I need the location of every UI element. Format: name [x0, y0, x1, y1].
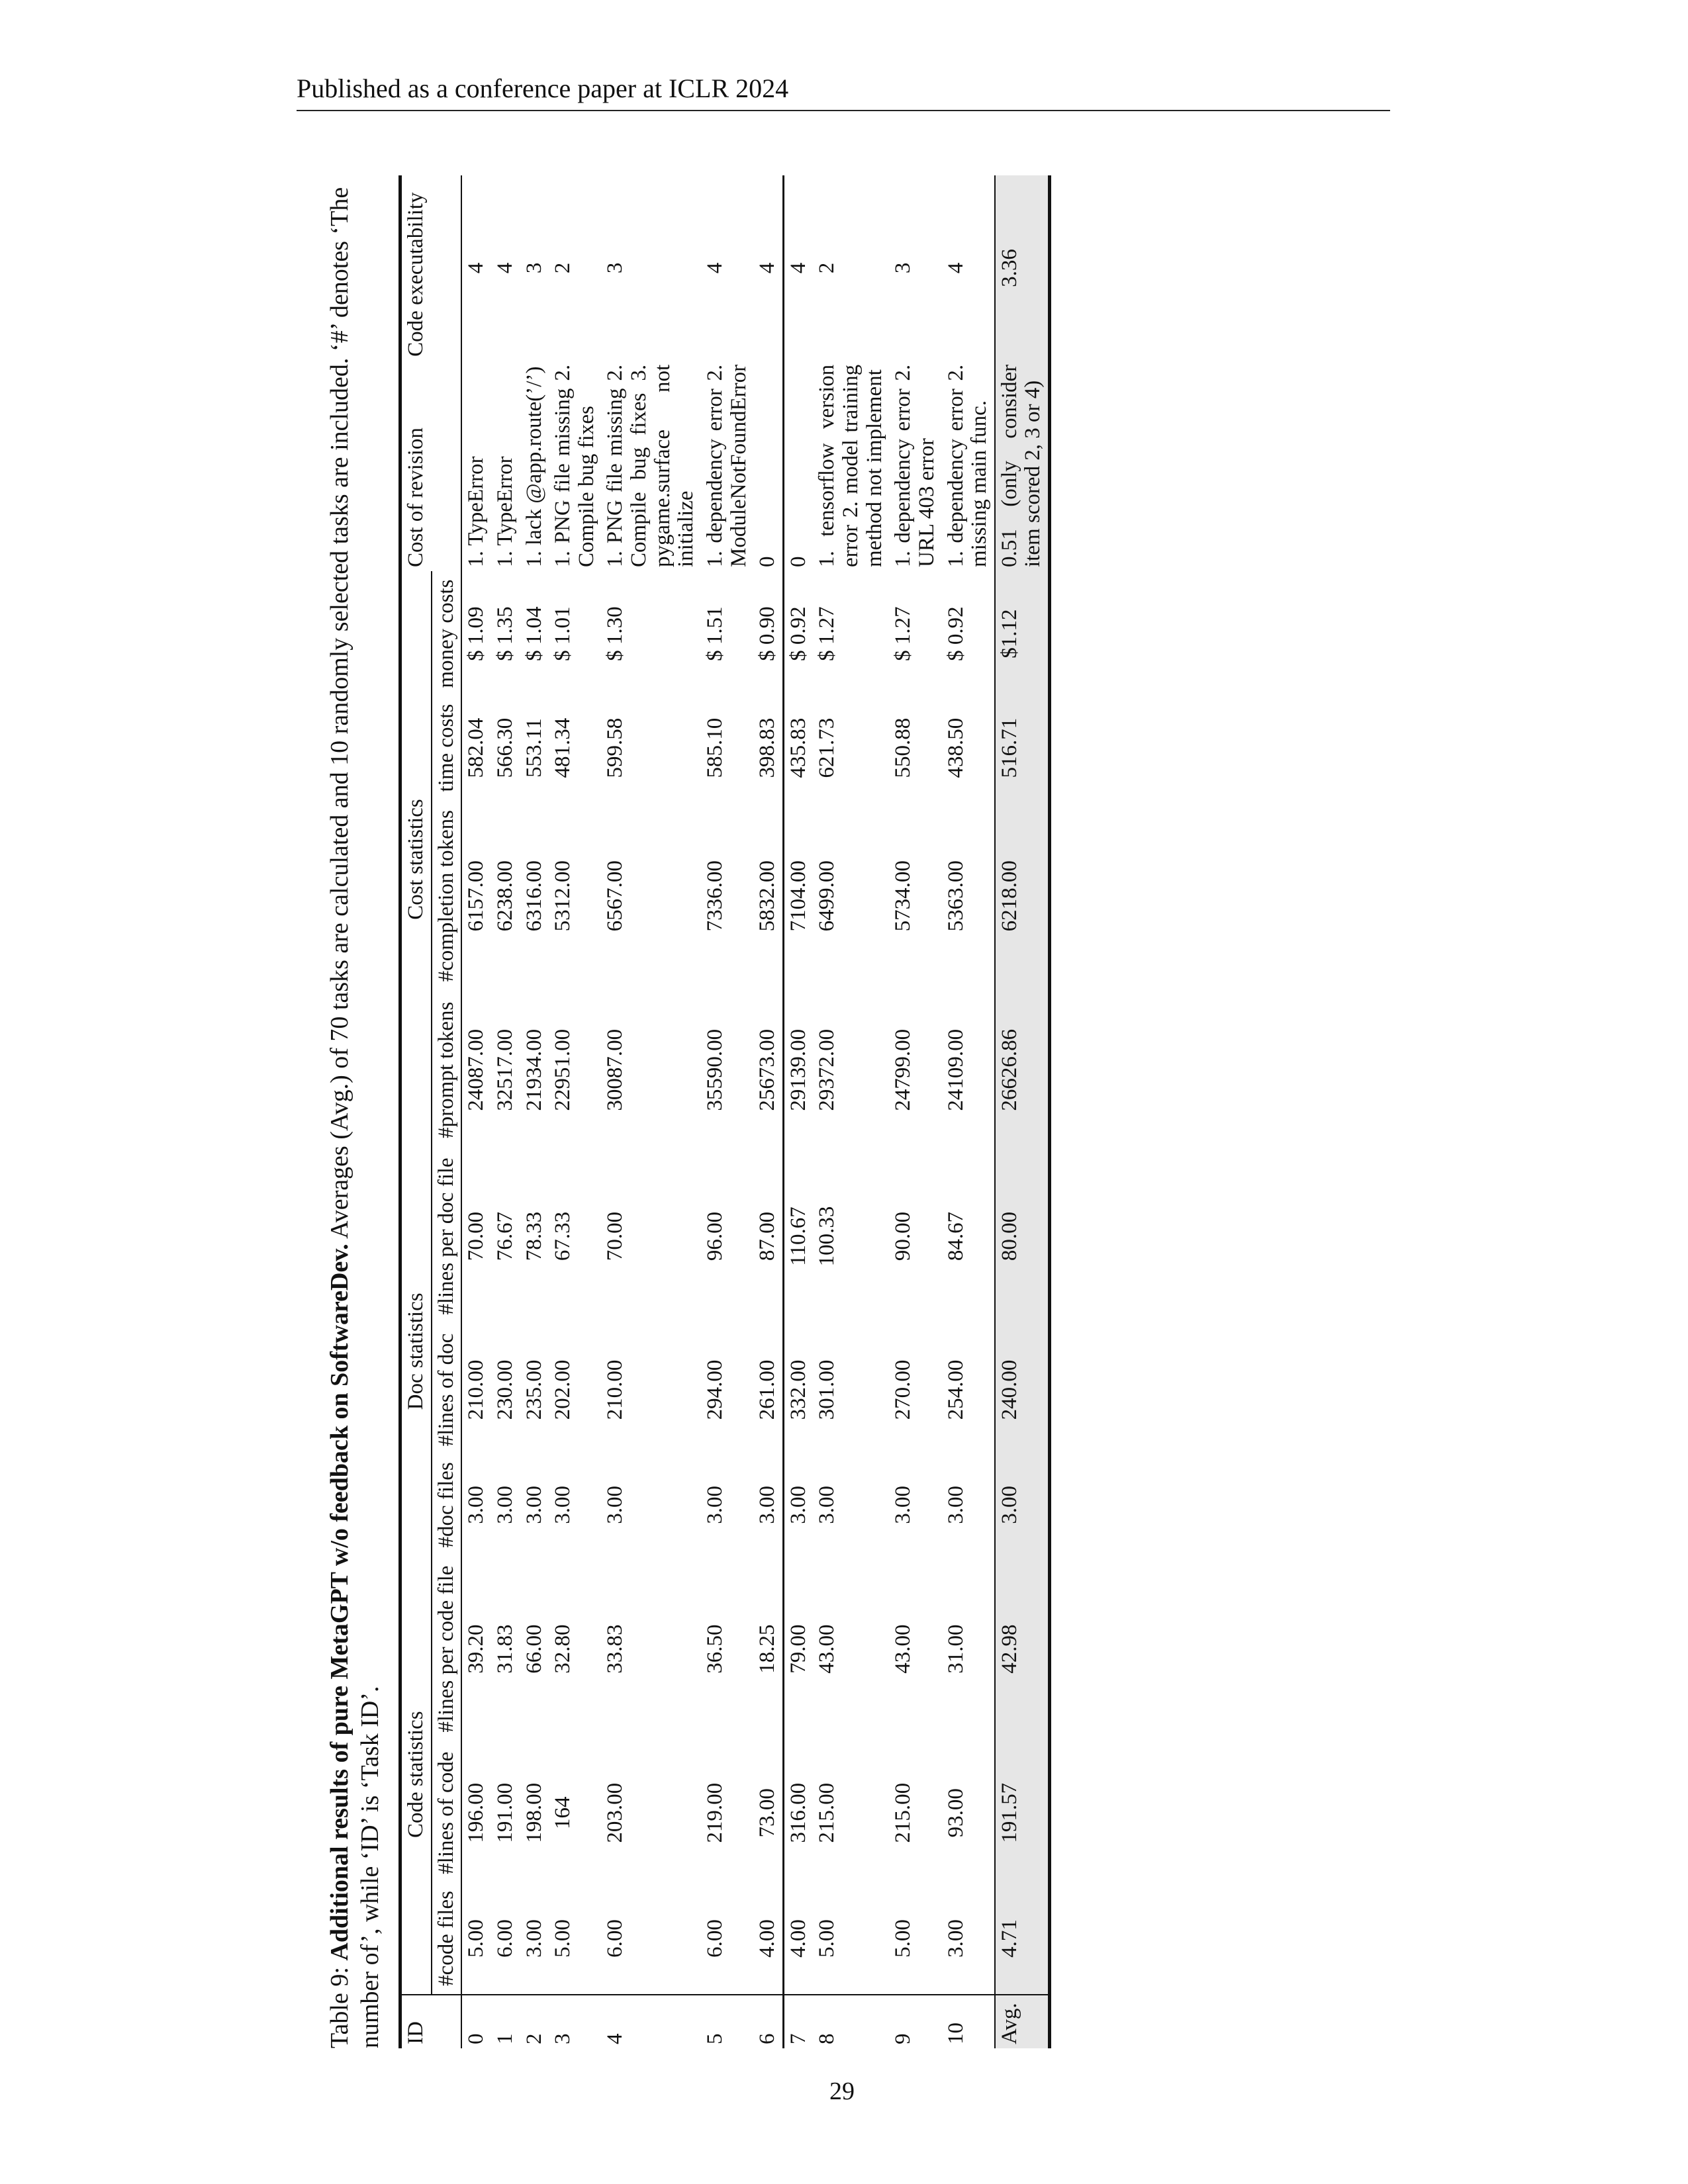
value-cell: 582.04 — [464, 717, 489, 778]
value-cell: 3.00 — [815, 1486, 839, 1524]
value-cell: $ 1.35 — [492, 606, 517, 661]
value-cell: 6.00 — [492, 1919, 517, 1958]
revision-cell: 1. dependency error 2. URL 403 error — [891, 364, 939, 567]
task-id-cell: 1 — [491, 1995, 520, 2048]
task-id-cell: 8 — [813, 1995, 889, 2048]
value-cell: 301.00 — [815, 1359, 839, 1420]
revision-cell: 0.51 (only consider item scored 2, 3 or 4) — [995, 361, 1050, 571]
caption-bold: Additional results of pure MetaGPT w/o feedback on SoftwareDev. — [326, 1244, 353, 1961]
value-cell: 553.11 — [522, 718, 546, 778]
caption-rest: Averages (Avg.) of 70 tasks are calculated and 10 randomly selected tasks are included. ‘#’ denotes ‘The number of’, while ‘ID’ is ‘Task ID’. — [326, 187, 385, 2048]
executability-cell: 4 — [702, 262, 727, 274]
table-row — [783, 175, 813, 2048]
value-cell: 70.00 — [464, 1211, 489, 1261]
value-cell: 3.00 — [783, 1455, 813, 1555]
value-cell: 18.25 — [755, 1624, 780, 1674]
value-cell: 67.33 — [551, 1211, 575, 1261]
value-cell: 39.20 — [464, 1624, 489, 1674]
value-cell: $ 1.27 — [815, 606, 839, 661]
value-cell: 24087.00 — [464, 1028, 489, 1111]
value-cell: $ 0.92 — [943, 606, 968, 661]
value-cell: 196.00 — [464, 1782, 489, 1843]
value-cell: 3.00 — [603, 1486, 628, 1524]
revision-cell: 0 — [783, 361, 813, 571]
results-table — [399, 175, 1051, 2048]
table-body — [461, 175, 1049, 2048]
value-cell: 31.00 — [943, 1624, 968, 1674]
value-cell: 191.57 — [995, 1743, 1050, 1883]
value-cell: 198.00 — [522, 1782, 546, 1843]
value-cell: $ 1.30 — [603, 606, 628, 661]
col-executability-sub — [432, 175, 462, 361]
task-id-cell: 10 — [942, 1995, 995, 2048]
executability-cell: 4 — [464, 262, 489, 274]
value-cell: 3.00 — [943, 1486, 968, 1524]
value-cell: 621.73 — [815, 717, 839, 778]
table-row — [549, 175, 601, 2048]
col-doc-files: #doc files — [432, 1455, 462, 1555]
value-cell: 3.00 — [522, 1486, 546, 1524]
value-cell: 3.00 — [943, 1919, 968, 1958]
executability-cell: 4 — [755, 262, 780, 274]
value-cell: $ 0.90 — [755, 606, 780, 661]
revision-cell: 1. dependency error 2. ModuleNotFoundError — [702, 364, 751, 567]
value-cell: 599.58 — [603, 717, 628, 778]
executability-cell: 3 — [603, 262, 628, 274]
value-cell: 398.83 — [755, 717, 780, 778]
value-cell: 43.00 — [815, 1624, 839, 1674]
col-lines-code: #lines of code — [432, 1743, 462, 1883]
header-text: Published as a conference paper at ICLR 2024 — [297, 73, 789, 103]
value-cell: 585.10 — [702, 717, 727, 778]
value-cell: 76.67 — [492, 1211, 517, 1261]
rotated-table-block — [324, 175, 1383, 2048]
table-row — [461, 175, 491, 2048]
value-cell: 5.00 — [551, 1919, 575, 1958]
executability-cell: 4 — [943, 262, 968, 274]
value-cell: 66.00 — [522, 1624, 546, 1674]
executability-cell: 2 — [551, 262, 575, 274]
table-caption — [324, 175, 386, 2048]
value-cell: 96.00 — [702, 1211, 727, 1261]
revision-cell: 1. lack @app.route(’/’) — [522, 366, 546, 567]
value-cell: 29372.00 — [815, 1028, 839, 1111]
value-cell: 230.00 — [492, 1359, 517, 1420]
value-cell: 210.00 — [603, 1359, 628, 1420]
table-row — [601, 175, 701, 2048]
value-cell: 3.00 — [551, 1486, 575, 1524]
task-id-cell: 3 — [549, 1995, 601, 2048]
value-cell: 3.00 — [464, 1486, 489, 1524]
column-header-row — [432, 175, 462, 2048]
page-number: 29 — [829, 2077, 855, 2105]
value-cell: 164 — [551, 1796, 575, 1830]
value-cell: 191.00 — [492, 1782, 517, 1843]
value-cell: 35590.00 — [702, 1028, 727, 1111]
value-cell: 215.00 — [815, 1782, 839, 1843]
caption-label: Table 9: — [326, 1960, 353, 2048]
value-cell: 294.00 — [702, 1359, 727, 1420]
table-row — [942, 175, 995, 2048]
value-cell: $ 1.01 — [551, 606, 575, 661]
value-cell: 84.67 — [943, 1211, 968, 1261]
value-cell: 5734.00 — [891, 860, 915, 932]
task-id-cell: 2 — [520, 1995, 549, 2048]
value-cell: 316.00 — [783, 1743, 813, 1883]
value-cell: $ 1.04 — [522, 606, 546, 661]
value-cell: 3.00 — [995, 1455, 1050, 1555]
value-cell: 6567.00 — [603, 860, 628, 932]
value-cell: 21934.00 — [522, 1028, 546, 1111]
id-subheader — [432, 1995, 462, 2048]
value-cell: 32.80 — [551, 1624, 575, 1674]
col-lines-per-doc: #lines per doc file — [432, 1148, 462, 1325]
col-lines-per-code: #lines per code file — [432, 1555, 462, 1743]
value-cell: 7104.00 — [783, 799, 813, 993]
value-cell: 5312.00 — [551, 860, 575, 932]
col-lines-doc: #lines of doc — [432, 1325, 462, 1455]
value-cell: 215.00 — [891, 1782, 915, 1843]
value-cell: $ 1.51 — [702, 606, 727, 661]
value-cell: 6157.00 — [464, 860, 489, 932]
value-cell: 80.00 — [995, 1148, 1050, 1325]
value-cell: 31.83 — [492, 1624, 517, 1674]
table-row — [753, 175, 783, 2048]
table-row — [813, 175, 889, 2048]
value-cell: 550.88 — [891, 717, 915, 778]
col-prompt-tokens: #prompt tokens — [432, 993, 462, 1148]
revision-cell: 1. TypeError — [492, 456, 517, 567]
value-cell: 29139.00 — [783, 993, 813, 1148]
value-cell: 210.00 — [464, 1359, 489, 1420]
executability-cell: 4 — [783, 175, 813, 361]
value-cell: $1.12 — [995, 571, 1050, 696]
value-cell: 202.00 — [551, 1359, 575, 1420]
value-cell: 240.00 — [995, 1325, 1050, 1455]
group-cost: Cost statistics — [400, 571, 432, 1148]
value-cell: 30087.00 — [603, 1028, 628, 1111]
average-row — [995, 175, 1050, 2048]
table-row — [701, 175, 753, 2048]
col-money-costs: money costs — [432, 571, 462, 696]
revision-cell: 1. TypeError — [464, 456, 489, 567]
value-cell: 110.67 — [783, 1148, 813, 1325]
executability-cell: 4 — [492, 262, 517, 274]
value-cell: 5.00 — [464, 1919, 489, 1958]
value-cell: 3.00 — [522, 1919, 546, 1958]
value-cell: 73.00 — [755, 1788, 780, 1838]
task-id-cell: 5 — [701, 1995, 753, 2048]
group-code: Code statistics — [400, 1555, 432, 1995]
value-cell: 5832.00 — [755, 860, 780, 932]
group-doc: Doc statistics — [400, 1148, 432, 1555]
revision-cell: 1. dependency error 2. missing main func. — [943, 364, 992, 567]
revision-cell: 0 — [755, 556, 780, 567]
value-cell: 90.00 — [891, 1211, 915, 1261]
value-cell: 332.00 — [783, 1325, 813, 1455]
group-header-row — [400, 175, 432, 2048]
task-id-cell: 7 — [783, 1995, 813, 2048]
value-cell: 79.00 — [783, 1555, 813, 1743]
id-header: ID — [400, 1995, 432, 2048]
value-cell: 3.00 — [891, 1486, 915, 1524]
value-cell: 24109.00 — [943, 1028, 968, 1111]
value-cell: 25673.00 — [755, 1028, 780, 1111]
value-cell: 438.50 — [943, 717, 968, 778]
value-cell: 87.00 — [755, 1211, 780, 1261]
value-cell: $ 1.27 — [891, 606, 915, 661]
value-cell: $ 0.92 — [783, 571, 813, 696]
value-cell: 516.71 — [995, 696, 1050, 799]
col-code-files: #code files — [432, 1883, 462, 1995]
value-cell: $ 1.09 — [464, 606, 489, 661]
col-revision: Cost of revision — [400, 361, 432, 571]
col-executability: Code executability — [400, 175, 432, 361]
value-cell: 3.00 — [702, 1486, 727, 1524]
value-cell: 4.00 — [783, 1883, 813, 1995]
value-cell: 4.71 — [995, 1883, 1050, 1995]
value-cell: 7336.00 — [702, 860, 727, 932]
task-id-cell: Avg. — [995, 1995, 1050, 2048]
executability-cell: 3 — [891, 262, 915, 274]
value-cell: 36.50 — [702, 1624, 727, 1674]
value-cell: 6316.00 — [522, 860, 546, 932]
value-cell: 566.30 — [492, 717, 517, 778]
value-cell: 6.00 — [702, 1919, 727, 1958]
value-cell: 43.00 — [891, 1624, 915, 1674]
value-cell: 203.00 — [603, 1782, 628, 1843]
value-cell: 6218.00 — [995, 799, 1050, 993]
table-row — [889, 175, 941, 2048]
task-id-cell: 9 — [889, 1995, 941, 2048]
value-cell: 5363.00 — [943, 860, 968, 932]
value-cell: 270.00 — [891, 1359, 915, 1420]
value-cell: 3.00 — [755, 1486, 780, 1524]
executability-cell: 2 — [815, 262, 839, 274]
value-cell: 70.00 — [603, 1211, 628, 1261]
value-cell: 4.00 — [755, 1919, 780, 1958]
value-cell: 235.00 — [522, 1359, 546, 1420]
value-cell: 100.33 — [815, 1206, 839, 1267]
table-row — [520, 175, 549, 2048]
value-cell: 6238.00 — [492, 860, 517, 932]
revision-cell: 1. tensorflow version error 2. model training method not implement — [815, 364, 886, 567]
page-header — [297, 70, 1390, 111]
value-cell: 261.00 — [755, 1359, 780, 1420]
value-cell: 6499.00 — [815, 860, 839, 932]
value-cell: 5.00 — [891, 1919, 915, 1958]
task-id-cell: 0 — [461, 1995, 491, 2048]
value-cell: 78.33 — [522, 1211, 546, 1261]
col-time-costs: time costs — [432, 696, 462, 799]
value-cell: 481.34 — [551, 717, 575, 778]
value-cell: 219.00 — [702, 1782, 727, 1843]
task-id-cell: 6 — [753, 1995, 783, 2048]
task-id-cell: 4 — [601, 1995, 701, 2048]
value-cell: 42.98 — [995, 1555, 1050, 1743]
value-cell: 93.00 — [943, 1788, 968, 1838]
revision-cell: 1. PNG file missing 2. Compile bug fixes — [551, 364, 598, 567]
value-cell: 24799.00 — [891, 1028, 915, 1111]
executability-cell: 3 — [522, 262, 546, 274]
table-row — [491, 175, 520, 2048]
revision-cell: 1. PNG file missing 2. Compile bug fixes 3. pygame.surface not initialize — [603, 364, 698, 567]
value-cell: 254.00 — [943, 1359, 968, 1420]
value-cell: 22951.00 — [551, 1028, 575, 1111]
value-cell: 3.00 — [492, 1486, 517, 1524]
value-cell: 26626.86 — [995, 993, 1050, 1148]
col-revision-sub — [432, 361, 462, 571]
value-cell: 5.00 — [815, 1919, 839, 1958]
value-cell: 435.83 — [783, 696, 813, 799]
executability-cell: 3.36 — [995, 175, 1050, 361]
value-cell: 32517.00 — [492, 1028, 517, 1111]
value-cell: 33.83 — [603, 1624, 628, 1674]
value-cell: 6.00 — [603, 1919, 628, 1958]
col-completion-tokens: #completion tokens — [432, 799, 462, 993]
